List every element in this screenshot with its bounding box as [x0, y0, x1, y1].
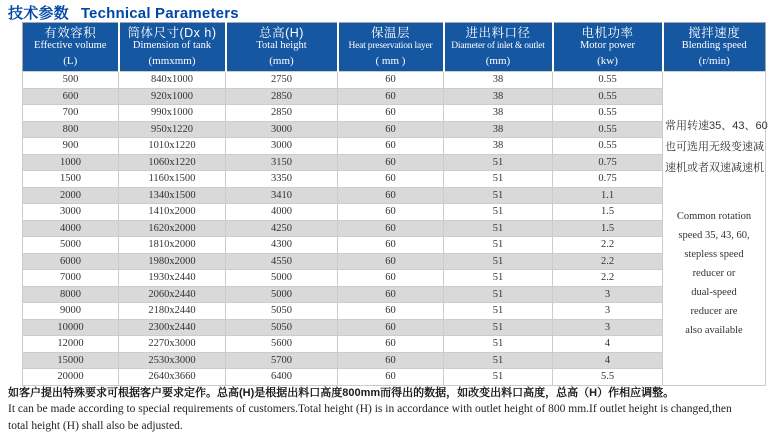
blending-note-en-line: Common rotation	[676, 211, 752, 223]
blending-note-zh-line: 常用转速35、43、60	[665, 120, 768, 133]
table-cell: 51	[444, 369, 553, 386]
table-row	[23, 121, 766, 138]
header-unit: (mm)	[485, 54, 511, 67]
table-cell: 51	[444, 171, 553, 188]
table-header-row	[23, 23, 766, 72]
blending-note-en-line: speed 35, 43, 60,	[678, 230, 750, 242]
header-unit: (kw)	[597, 54, 618, 67]
blending-note-en-line: reducer are	[690, 306, 738, 318]
header-cell-6	[553, 23, 663, 72]
table-cell: 51	[444, 270, 553, 287]
table-cell: 3000	[226, 121, 338, 138]
table-cell: 60	[338, 336, 444, 353]
table-cell: 60	[338, 319, 444, 336]
table-cell: 60	[338, 220, 444, 237]
footer-note-en-line2: total height (H) shall also be adjusted.	[8, 419, 183, 432]
page-title-zh: 技术参数	[8, 5, 69, 22]
table-cell: 990x1000	[119, 105, 226, 122]
table-cell: 1340x1500	[119, 187, 226, 204]
table-cell: 60	[338, 88, 444, 105]
table-cell: 2300x2440	[119, 319, 226, 336]
table-cell: 60	[338, 270, 444, 287]
table-body	[23, 72, 766, 386]
header-en: Total height	[256, 39, 307, 51]
table-cell: 0.55	[553, 121, 663, 138]
header-unit: (mm)	[269, 54, 294, 67]
footer-note-en-line1: It can be made according to special requirements of customers.Total height (H) is in accordance with outlet height of 800 mm.If outlet height is changed,then	[8, 403, 732, 415]
table-cell: 8000	[23, 286, 119, 303]
table-cell: 2530x3000	[119, 352, 226, 369]
table-cell: 0.55	[553, 105, 663, 122]
header-cell-1	[23, 23, 119, 72]
table-cell: 3	[553, 286, 663, 303]
table-cell: 2270x3000	[119, 336, 226, 353]
table-cell: 1160x1500	[119, 171, 226, 188]
header-zh: 电机功率	[581, 25, 634, 40]
table-cell: 38	[444, 105, 553, 122]
table-cell: 60	[338, 286, 444, 303]
table-cell: 5.5	[553, 369, 663, 386]
header-zh: 搅拌速度	[688, 25, 741, 40]
table-cell: 38	[444, 72, 553, 89]
table-cell: 1410x2000	[119, 204, 226, 221]
table-cell: 2.2	[553, 270, 663, 287]
header-unit: (mmxmm)	[148, 54, 196, 67]
table-cell: 5000	[23, 237, 119, 254]
table-cell: 1.5	[553, 220, 663, 237]
table-row	[23, 187, 766, 204]
table-row	[23, 319, 766, 336]
table-cell: 2.2	[553, 253, 663, 270]
table-cell: 51	[444, 220, 553, 237]
table-cell: 51	[444, 336, 553, 353]
table-cell: 4000	[23, 220, 119, 237]
table-cell: 2000	[23, 187, 119, 204]
footer-note-zh: 如客户提出特殊要求可根据客户要求定作。总高(H)是根据出料口高度800mm而得出的数据，如改变出料口高度，总高（H）作相应调整。	[8, 387, 675, 399]
table-cell: 60	[338, 187, 444, 204]
table-row	[23, 88, 766, 105]
table-cell: 9000	[23, 303, 119, 320]
table-cell: 1.1	[553, 187, 663, 204]
table-cell: 0.55	[553, 72, 663, 89]
blending-note-en-line: reducer or	[692, 268, 736, 280]
table-cell: 51	[444, 154, 553, 171]
table-cell: 5600	[226, 336, 338, 353]
table-cell: 5050	[226, 319, 338, 336]
table-row	[23, 352, 766, 369]
blending-note-en-line: stepless speed	[684, 249, 744, 261]
blending-note-zh-line: 速机或者双速减速机	[665, 162, 764, 175]
table-row	[23, 270, 766, 287]
table-row	[23, 72, 766, 89]
table-cell: 1010x1220	[119, 138, 226, 155]
table-cell: 2850	[226, 105, 338, 122]
table-row	[23, 369, 766, 386]
blending-note-en	[665, 207, 763, 340]
table-cell: 1810x2000	[119, 237, 226, 254]
table-cell: 1000	[23, 154, 119, 171]
table-cell: 840x1000	[119, 72, 226, 89]
table-cell: 15000	[23, 352, 119, 369]
table-cell: 6000	[23, 253, 119, 270]
table-cell: 1060x1220	[119, 154, 226, 171]
table-cell: 4250	[226, 220, 338, 237]
table-row	[23, 286, 766, 303]
table-cell: 51	[444, 237, 553, 254]
table-cell: 800	[23, 121, 119, 138]
blending-speed-note	[663, 72, 766, 386]
table-cell: 51	[444, 286, 553, 303]
table-cell: 38	[444, 121, 553, 138]
table-header	[23, 23, 766, 72]
table-cell: 3410	[226, 187, 338, 204]
table-row	[23, 171, 766, 188]
blending-note-zh-line: 也可选用无级变速减	[665, 141, 764, 154]
table-cell: 6400	[226, 369, 338, 386]
header-en: Heat preservation layer	[348, 40, 433, 51]
header-unit: ( mm )	[375, 54, 406, 67]
header-en: Blending speed	[681, 39, 747, 51]
table-cell: 60	[338, 154, 444, 171]
table-row	[23, 204, 766, 221]
table-cell: 7000	[23, 270, 119, 287]
table-cell: 3150	[226, 154, 338, 171]
table-cell: 700	[23, 105, 119, 122]
table-cell: 2180x2440	[119, 303, 226, 320]
table-row	[23, 154, 766, 171]
table-cell: 60	[338, 121, 444, 138]
page-title	[8, 2, 239, 23]
table-cell: 2750	[226, 72, 338, 89]
header-en: Dimension of tank	[132, 39, 212, 51]
table-cell: 1930x2440	[119, 270, 226, 287]
table-cell: 4000	[226, 204, 338, 221]
table-cell: 60	[338, 105, 444, 122]
table-cell: 10000	[23, 319, 119, 336]
header-cell-7	[663, 23, 766, 72]
header-unit: (r/min)	[698, 54, 730, 67]
table-cell: 0.75	[553, 171, 663, 188]
table-cell: 51	[444, 187, 553, 204]
table-row	[23, 253, 766, 270]
table-cell: 900	[23, 138, 119, 155]
table-cell: 1.5	[553, 204, 663, 221]
table-row	[23, 220, 766, 237]
blending-note-en-line: also available	[685, 325, 743, 337]
header-en: Effective volume	[34, 39, 107, 51]
table-cell: 920x1000	[119, 88, 226, 105]
blending-note-en-line: dual-speed	[691, 287, 737, 299]
table-row	[23, 303, 766, 320]
table-cell: 60	[338, 352, 444, 369]
table-cell: 3350	[226, 171, 338, 188]
table-cell: 2060x2440	[119, 286, 226, 303]
table-cell: 60	[338, 369, 444, 386]
table-cell: 3	[553, 303, 663, 320]
header-cell-4	[338, 23, 444, 72]
table-row	[23, 138, 766, 155]
table-row	[23, 336, 766, 353]
table-cell: 51	[444, 352, 553, 369]
header-en: Diameter of inlet & outlet	[451, 40, 545, 51]
table-cell: 3	[553, 319, 663, 336]
table-row	[23, 105, 766, 122]
table-cell: 51	[444, 253, 553, 270]
table-cell: 4550	[226, 253, 338, 270]
header-cell-5	[444, 23, 553, 72]
table-cell: 5000	[226, 270, 338, 287]
table-cell: 2640x3660	[119, 369, 226, 386]
table-cell: 500	[23, 72, 119, 89]
header-zh: 筒体尺寸(Dx h)	[127, 25, 217, 40]
table-cell: 38	[444, 138, 553, 155]
header-en: Motor power	[579, 39, 636, 51]
table-cell: 12000	[23, 336, 119, 353]
note-gap	[665, 179, 763, 207]
table-cell: 60	[338, 237, 444, 254]
table-cell: 5050	[226, 303, 338, 320]
blending-note-zh	[665, 116, 768, 179]
table-cell: 3000	[226, 138, 338, 155]
table-cell: 60	[338, 253, 444, 270]
table-cell: 1500	[23, 171, 119, 188]
table-row	[23, 237, 766, 254]
footer-note	[8, 386, 776, 434]
table-cell: 0.55	[553, 138, 663, 155]
header-zh: 进出料口径	[465, 25, 531, 40]
table-cell: 600	[23, 88, 119, 105]
header-cell-3	[226, 23, 338, 72]
table-cell: 0.55	[553, 88, 663, 105]
table-cell: 60	[338, 138, 444, 155]
table-cell: 2.2	[553, 237, 663, 254]
table-cell: 60	[338, 72, 444, 89]
header-unit: (L)	[63, 54, 78, 67]
table-cell: 60	[338, 171, 444, 188]
table-cell: 51	[444, 303, 553, 320]
header-zh: 保温层	[370, 25, 410, 40]
table-cell: 51	[444, 204, 553, 221]
table-cell: 1620x2000	[119, 220, 226, 237]
header-zh: 有效容积	[44, 25, 97, 40]
table-cell: 3000	[23, 204, 119, 221]
header-cell-2	[119, 23, 226, 72]
table-cell: 0.75	[553, 154, 663, 171]
table-cell: 38	[444, 88, 553, 105]
table-cell: 60	[338, 303, 444, 320]
table-cell: 51	[444, 319, 553, 336]
table-cell: 2850	[226, 88, 338, 105]
table-cell: 5000	[226, 286, 338, 303]
table-cell: 5700	[226, 352, 338, 369]
parameters-table	[22, 22, 766, 386]
table-cell: 4	[553, 352, 663, 369]
table-cell: 20000	[23, 369, 119, 386]
table-cell: 4	[553, 336, 663, 353]
header-zh: 总高(H)	[259, 25, 304, 40]
table-cell: 950x1220	[119, 121, 226, 138]
table-cell: 1980x2000	[119, 253, 226, 270]
table-cell: 60	[338, 204, 444, 221]
table-cell: 4300	[226, 237, 338, 254]
page-title-en: Technical Parameters	[80, 5, 239, 22]
